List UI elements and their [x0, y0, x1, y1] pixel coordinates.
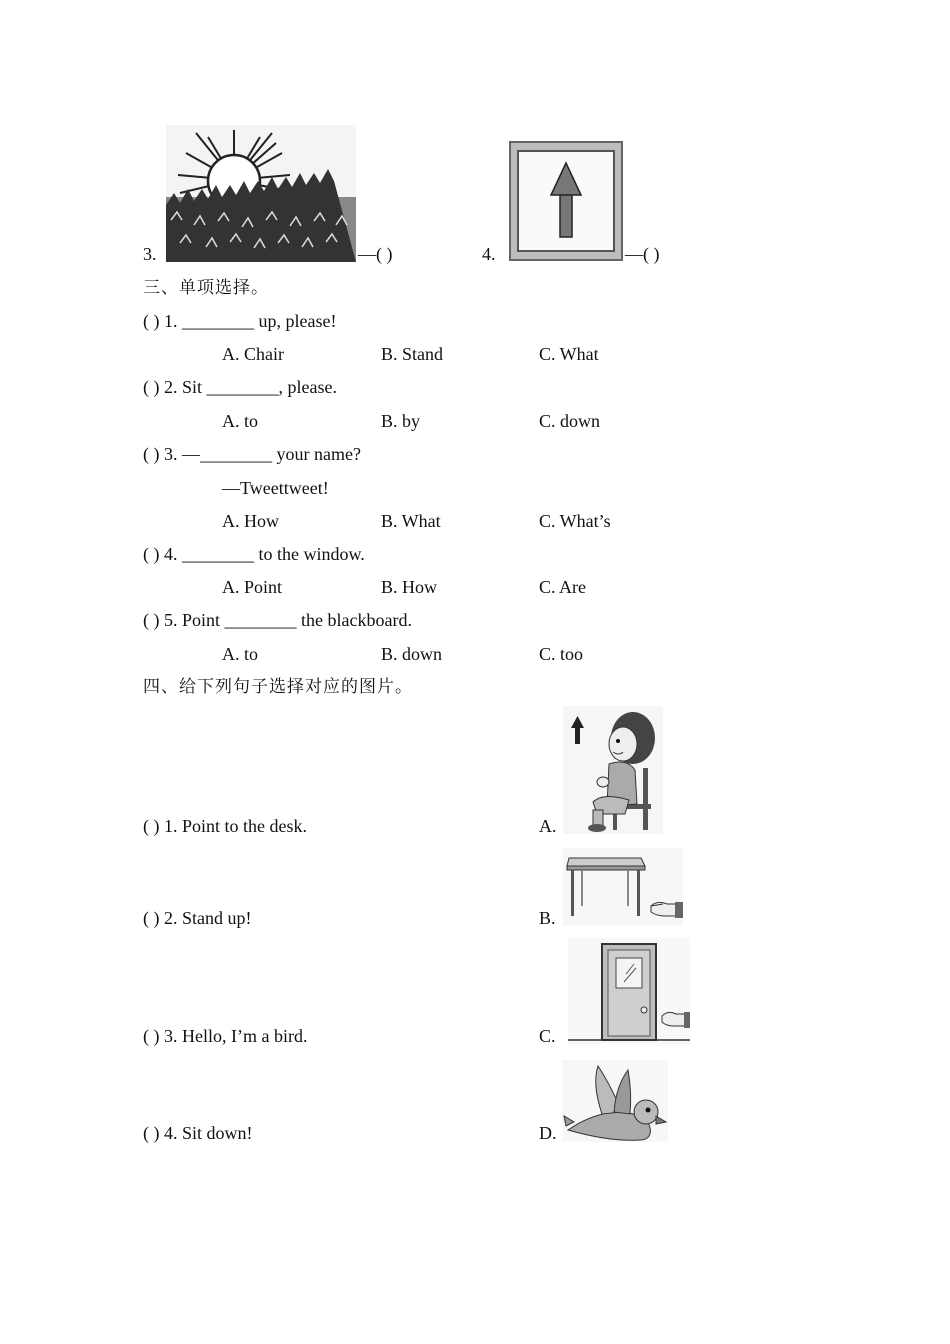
- picture-label-b: B.: [539, 908, 556, 928]
- question-1-option-a: A. Chair: [222, 344, 284, 364]
- item-4-number: 4.: [482, 244, 496, 264]
- item-3-number: 3.: [143, 244, 157, 264]
- question-5-option-a: A. to: [222, 644, 258, 664]
- item-4-answer-blank: —( ): [625, 244, 660, 264]
- bird-icon: [562, 1060, 668, 1142]
- question-2-option-a: A. to: [222, 411, 258, 431]
- section-3-heading: 三、单项选择。: [143, 278, 269, 298]
- question-1-option-c: C. What: [539, 344, 599, 364]
- question-3-reply: —Tweettweet!: [222, 478, 329, 498]
- question-3-option-a: A. How: [222, 511, 279, 531]
- door-with-pointing-hand-icon: [568, 938, 690, 1044]
- picture-label-c: C.: [539, 1026, 556, 1046]
- question-4-option-a: A. Point: [222, 577, 283, 597]
- question-5-stem: ( ) 5. Point ________ the blackboard.: [143, 610, 412, 630]
- picture-label-d: D.: [539, 1123, 557, 1143]
- girl-sitting-on-chair-icon: [563, 706, 663, 834]
- question-5-option-c: C. too: [539, 644, 584, 664]
- match-sentence-1: ( ) 1. Point to the desk.: [143, 816, 307, 836]
- question-2-option-b: B. by: [381, 411, 421, 431]
- question-2-option-c: C. down: [539, 411, 601, 431]
- match-sentence-4: ( ) 4. Sit down!: [143, 1123, 253, 1143]
- question-4-option-c: C. Are: [539, 577, 586, 597]
- picture-label-a: A.: [539, 816, 557, 836]
- sun-over-grass-icon: [166, 125, 356, 262]
- desk-with-pointing-hand-icon: [563, 848, 683, 926]
- question-4-stem: ( ) 4. ________ to the window.: [143, 544, 365, 564]
- match-sentence-3: ( ) 3. Hello, I’m a bird.: [143, 1026, 308, 1046]
- question-3-option-b: B. What: [381, 511, 441, 531]
- question-3-option-c: C. What’s: [539, 511, 611, 531]
- item-3-answer-blank: —( ): [358, 244, 393, 264]
- question-5-option-b: B. down: [381, 644, 443, 664]
- section-4-heading: 四、给下列句子选择对应的图片。: [143, 677, 413, 697]
- question-2-stem: ( ) 2. Sit ________, please.: [143, 377, 337, 397]
- question-1-stem: ( ) 1. ________ up, please!: [143, 311, 337, 331]
- question-1-option-b: B. Stand: [381, 344, 444, 364]
- question-4-option-b: B. How: [381, 577, 438, 597]
- question-3-stem: ( ) 3. —________ your name?: [143, 444, 361, 464]
- up-arrow-sign-icon: [509, 141, 623, 261]
- match-sentence-2: ( ) 2. Stand up!: [143, 908, 252, 928]
